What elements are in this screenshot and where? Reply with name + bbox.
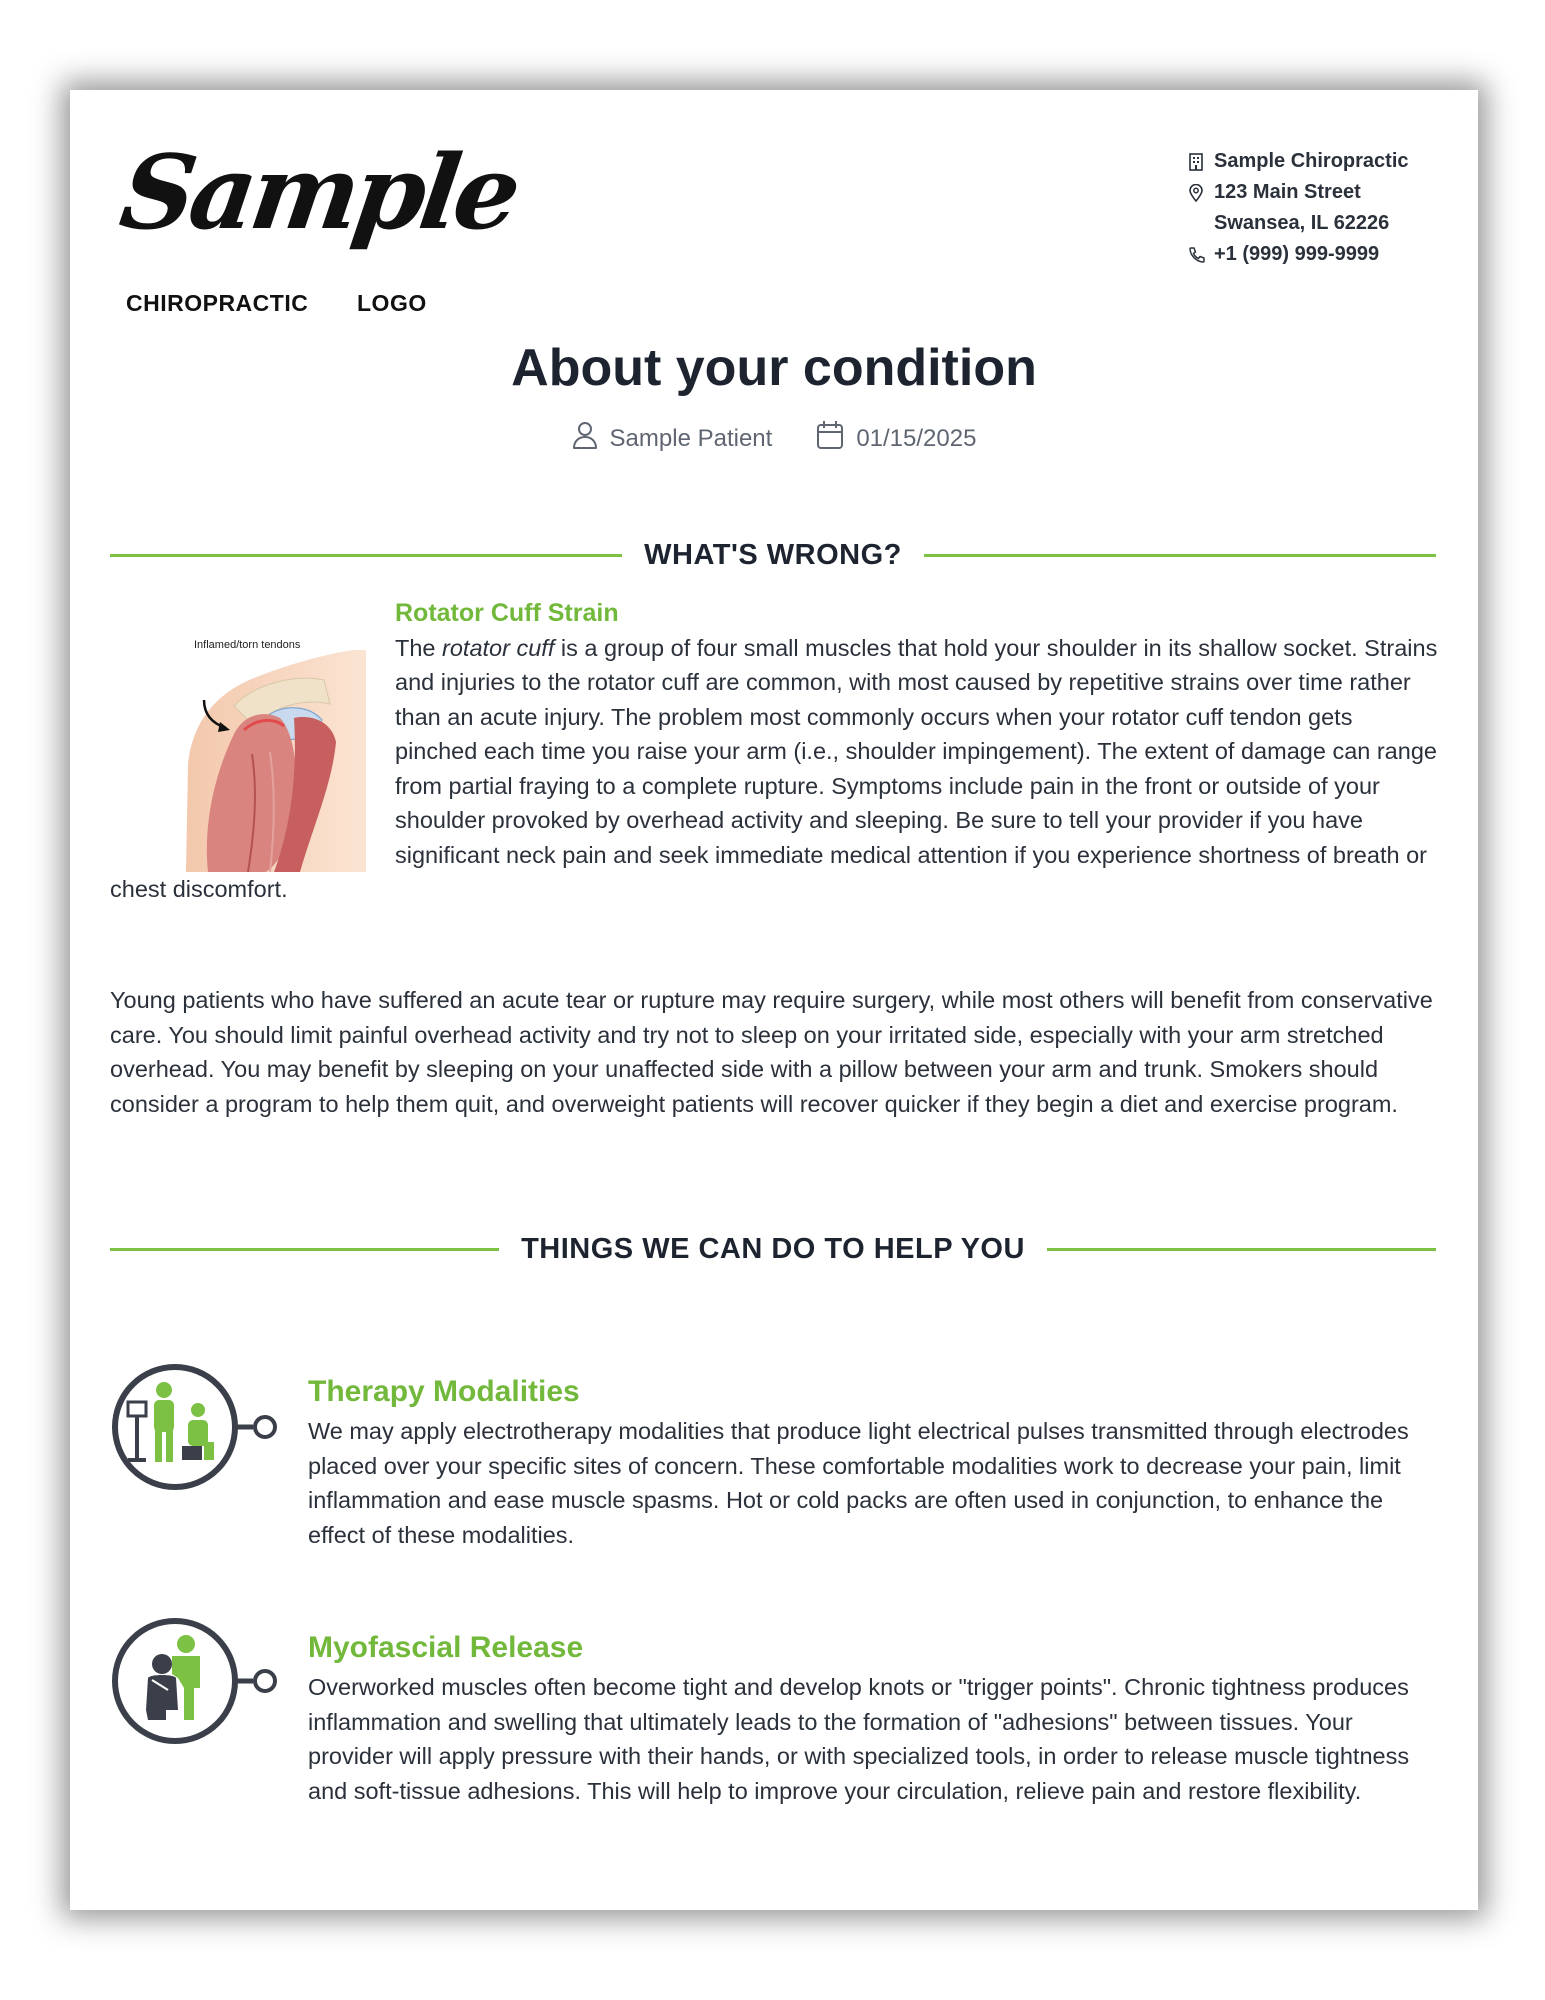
divider-line <box>110 554 622 557</box>
section-header-whats-wrong <box>110 539 1436 572</box>
help-item-title: Therapy Modalities <box>308 1375 580 1408</box>
visit-date: 01/15/2025 <box>856 424 977 452</box>
patient-meta <box>70 420 1478 457</box>
divider-line <box>924 554 1436 557</box>
clinic-city: Swansea, IL 62226 <box>1214 212 1390 234</box>
help-item-text: We may apply electrotherapy modalities that produce light electrical pulses transmitted through electrodes placed over your specific sites of concern. These comfortable modalities work to decrease your pain, limit inflammation and ease muscle spasms. Hot or cold packs are often used in conjunction, to enhance the effect of these modalities. <box>308 1418 1409 1548</box>
section-header-help <box>110 1233 1436 1266</box>
contact-street-row <box>1188 177 1478 208</box>
help-item-text: Overworked muscles often become tight and develop knots or "trigger points". Chronic tightness produces inflammation and swelling that ultimately leads to the formation of "adhesions" between tissues. Your provider will apply pressure with their hands, or with specialized tools, in order to release muscle tightness and soft-tissue adhesions. This will help to improve your circulation, relieve pain and restore flexibility. <box>308 1674 1410 1804</box>
date-meta-item <box>816 420 976 457</box>
myofascial-release-icon <box>110 1616 280 1746</box>
building-icon <box>1188 151 1214 173</box>
contact-phone-row <box>1188 239 1478 270</box>
contact-name-row <box>1188 146 1478 177</box>
phone-icon <box>1188 244 1214 266</box>
condition-description <box>110 599 1440 907</box>
logo-script-text: Sample <box>113 133 524 253</box>
user-icon <box>572 420 598 457</box>
document-page <box>70 90 1478 1910</box>
clinic-logo <box>113 133 524 316</box>
therapy-modalities-icon <box>110 1362 280 1492</box>
divider-line <box>1047 1248 1436 1251</box>
clinic-phone: +1 (999) 999-9999 <box>1214 243 1380 265</box>
patient-name: Sample Patient <box>609 424 773 452</box>
calendar-icon <box>816 420 844 457</box>
condition-title: Rotator Cuff Strain <box>395 599 619 627</box>
clinic-street: 123 Main Street <box>1214 181 1361 203</box>
logo-subtitle-right: LOGO <box>357 290 427 316</box>
rotator-cuff-term: rotator cuff <box>442 634 555 661</box>
image-label-text: Inflamed/torn tendons <box>194 639 301 651</box>
help-item-therapy-modalities <box>308 1370 1443 1552</box>
condition-paragraph-2: Young patients who have suffered an acute tear or rupture may require surgery, while most others will benefit from conservative care. You should limit painful overhead activity and try not to sleep on your irritated side, especially with your arm stretched overhead. You may benefit by sleeping on your unaffected side with a pillow between your arm and trunk. Smokers should consider a program to help them quit, and overweight patients will recover quicker if they begin a diet and exercise program. <box>110 987 1433 1117</box>
location-pin-icon <box>1188 182 1214 204</box>
clinic-contact <box>1188 146 1478 270</box>
logo-subtitle-left: CHIROPRACTIC <box>126 290 309 316</box>
contact-city-row <box>1188 208 1478 239</box>
section-title: WHAT'S WRONG? <box>644 539 902 571</box>
divider-line <box>110 1248 499 1251</box>
section-title: THINGS WE CAN DO TO HELP YOU <box>521 1233 1025 1265</box>
help-item-title: Myofascial Release <box>308 1631 584 1664</box>
clinic-name: Sample Chiropractic <box>1214 150 1409 172</box>
patient-meta-item <box>572 420 773 457</box>
help-item-myofascial-release <box>308 1626 1443 1808</box>
page-title: About your condition <box>511 339 1037 397</box>
condition-paragraph-1: The rotator cuff is a group of four small muscles that hold your shoulder in its shallow socket. Strains and injuries to the rotator cuff are common, with most caused by repetitive strains over time rather than an acute injury. The problem most commonly occurs when your rotator cuff tendon gets pinched each time you raise your arm (i.e., shoulder impingement). The extent of damage can range from partial fraying to a complete rupture. Symptoms include pain in the front or outside of your shoulder provoked by overhead activity and sleeping. Be sure to tell your provider if you have significant neck pain and seek immediate medical attention if you experience shortness of breath or chest discomfort. <box>110 634 1438 902</box>
